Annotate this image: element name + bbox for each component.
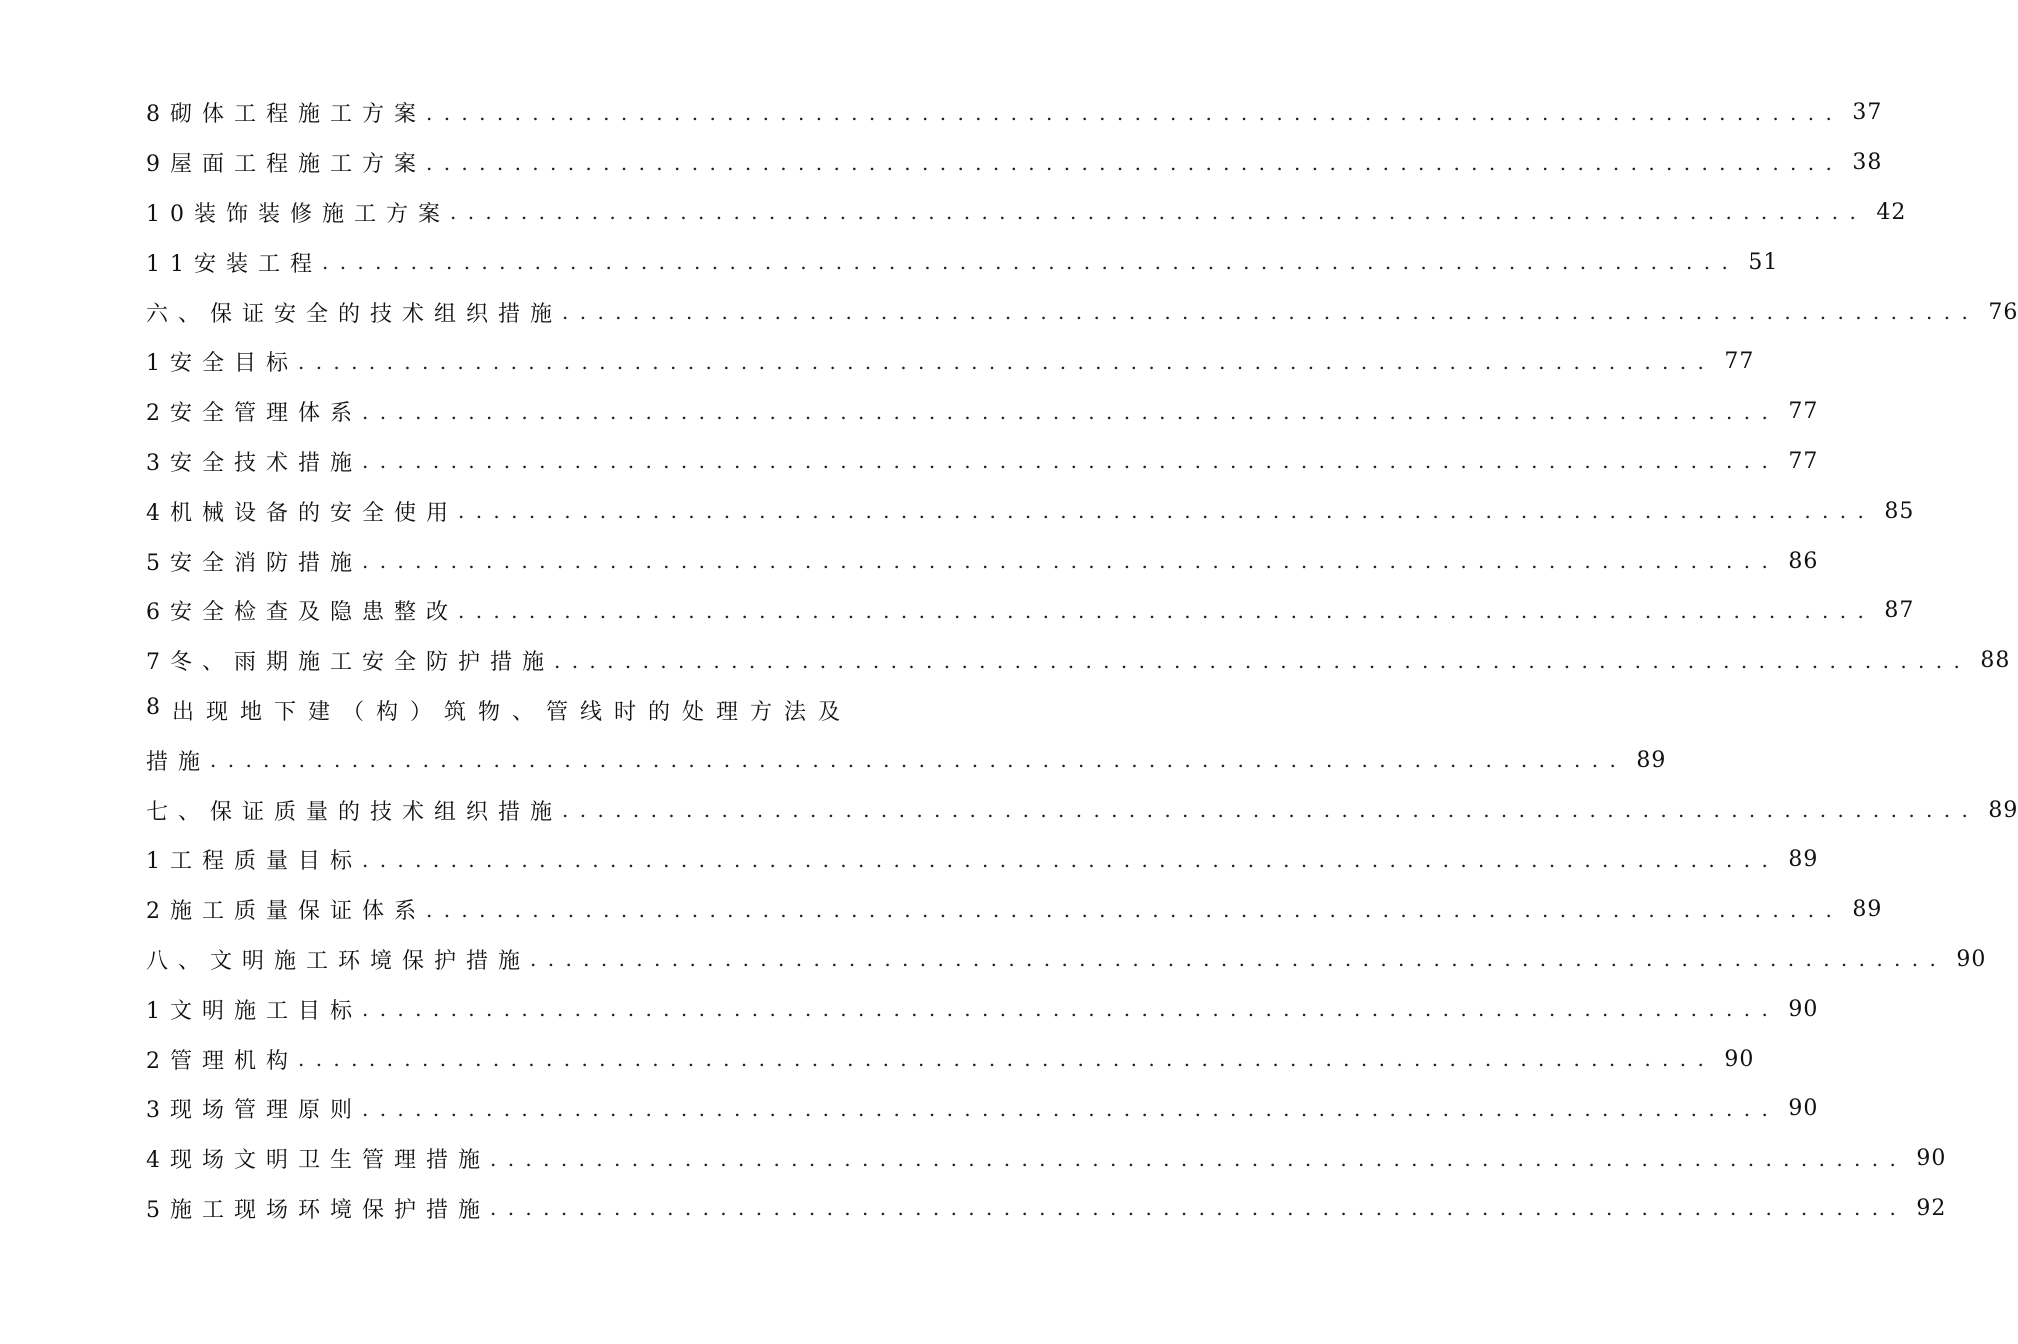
toc-entry — [146, 387, 1819, 437]
toc-entry-title: 7冬、雨期施工安全防护措施 — [146, 650, 554, 676]
toc-entry-title: 1工程质量目标 — [146, 849, 362, 875]
toc-page-number: 89 — [1852, 897, 1883, 923]
toc-leader-dots: . . . . . . . . . . . . . . . . . . . . . . . . . . . . . . . . . . . . . . . . . . . . . . . . . . . . . . . . . . . . . . . . . . . . . . . . . . . . . . . . — [298, 349, 1707, 374]
toc-page-number: 90 — [1788, 1096, 1819, 1122]
toc-page-number: 85 — [1884, 498, 1915, 524]
toc-leader-dots: . . . . . . . . . . . . . . . . . . . . . . . . . . . . . . . . . . . . . . . . . . . . . . . . . . . . . . . . . . . . . . . . . . . . . . . . . . . . . . . . — [426, 897, 1835, 922]
toc-leader-dots: . . . . . . . . . . . . . . . . . . . . . . . . . . . . . . . . . . . . . . . . . . . . . . . . . . . . . . . . . . . . . . . . . . . . . . . . . . . . . . . . — [426, 150, 1835, 175]
toc-entry-title: 11安装工程 — [146, 251, 322, 277]
toc-entry-title: 9屋面工程施工方案 — [146, 152, 426, 178]
toc-leader-dots: . . . . . . . . . . . . . . . . . . . . . . . . . . . . . . . . . . . . . . . . . . . . . . . . . . . . . . . . . . . . . . . . . . . . . . . . . . . . . . . . — [362, 399, 1771, 424]
toc-entry-title: 5安全消防措施 — [146, 550, 362, 576]
table-of-contents — [146, 88, 2018, 1233]
toc-entry-title: 2安全管理体系 — [146, 401, 362, 427]
toc-entry — [146, 686, 840, 736]
toc-leader-dots: . . . . . . . . . . . . . . . . . . . . . . . . . . . . . . . . . . . . . . . . . . . . . . . . . . . . . . . . . . . . . . . . . . . . . . . . . . . . . . . . — [362, 997, 1771, 1022]
toc-entry-title: 5施工现场环境保护措施 — [146, 1197, 490, 1223]
toc-page-number: 90 — [1916, 1146, 1947, 1172]
toc-entry — [146, 536, 1819, 586]
toc-page-number: 89 — [1788, 847, 1819, 873]
toc-entry — [146, 188, 1907, 238]
toc-leader-dots: . . . . . . . . . . . . . . . . . . . . . . . . . . . . . . . . . . . . . . . . . . . . . . . . . . . . . . . . . . . . . . . . . . . . . . . . . . . . . . . . — [530, 947, 1939, 972]
toc-entry-title: 4机械设备的安全使用 — [146, 500, 458, 526]
toc-page-number: 76 — [1988, 299, 2018, 325]
toc-entry — [146, 287, 2018, 337]
toc-entry-title: 措施 — [146, 749, 211, 775]
toc-entry — [146, 138, 1883, 188]
toc-entry — [146, 437, 1819, 487]
toc-entry — [146, 1134, 1947, 1184]
toc-entry — [146, 337, 1755, 387]
toc-leader-dots: . . . . . . . . . . . . . . . . . . . . . . . . . . . . . . . . . . . . . . . . . . . . . . . . . . . . . . . . . . . . . . . . . . . . . . . . . . . . . . . . — [362, 1096, 1771, 1121]
toc-leader-dots: . . . . . . . . . . . . . . . . . . . . . . . . . . . . . . . . . . . . . . . . . . . . . . . . . . . . . . . . . . . . . . . . . . . . . . . . . . . . . . . . — [490, 1196, 1899, 1221]
toc-entry — [146, 88, 1883, 138]
toc-entry — [146, 237, 1779, 287]
toc-leader-dots: . . . . . . . . . . . . . . . . . . . . . . . . . . . . . . . . . . . . . . . . . . . . . . . . . . . . . . . . . . . . . . . . . . . . . . . . . . . . . . . . — [554, 648, 1963, 673]
toc-page-number: 37 — [1852, 100, 1883, 126]
toc-page-number: 51 — [1748, 249, 1779, 275]
toc-entry — [146, 984, 1819, 1034]
toc-entry-title: 3安全技术措施 — [146, 450, 362, 476]
toc-leader-dots: . . . . . . . . . . . . . . . . . . . . . . . . . . . . . . . . . . . . . . . . . . . . . . . . . . . . . . . . . . . . . . . . . . . . . . . . . . . . . . . . — [322, 250, 1731, 275]
toc-page-number: 42 — [1876, 199, 1907, 225]
toc-entry — [146, 935, 1987, 985]
toc-entry — [146, 785, 2018, 835]
toc-page-number: 90 — [1724, 1046, 1755, 1072]
toc-entry — [146, 1184, 1947, 1234]
toc-leader-dots: . . . . . . . . . . . . . . . . . . . . . . . . . . . . . . . . . . . . . . . . . . . . . . . . . . . . . . . . . . . . . . . . . . . . . . . . . . . . . . . . — [562, 798, 1971, 823]
toc-entry — [146, 1034, 1755, 1084]
toc-page-number: 77 — [1788, 399, 1819, 425]
toc-entry — [146, 885, 1883, 935]
toc-page-number: 87 — [1884, 598, 1915, 624]
toc-leader-dots: . . . . . . . . . . . . . . . . . . . . . . . . . . . . . . . . . . . . . . . . . . . . . . . . . . . . . . . . . . . . . . . . . . . . . . . . . . . . . . . . — [458, 499, 1867, 524]
toc-page-number: 38 — [1852, 150, 1883, 176]
toc-leader-dots: . . . . . . . . . . . . . . . . . . . . . . . . . . . . . . . . . . . . . . . . . . . . . . . . . . . . . . . . . . . . . . . . . . . . . . . . . . . . . . . . — [210, 748, 1619, 773]
toc-entry — [146, 735, 1667, 785]
toc-entry-title: 6安全检查及隐患整改 — [146, 600, 458, 626]
toc-entry-title: 4现场文明卫生管理措施 — [146, 1148, 490, 1174]
toc-page-number: 90 — [1788, 996, 1819, 1022]
toc-entry-title: 8砌体工程施工方案 — [146, 102, 426, 128]
toc-leader-dots: . . . . . . . . . . . . . . . . . . . . . . . . . . . . . . . . . . . . . . . . . . . . . . . . . . . . . . . . . . . . . . . . . . . . . . . . . . . . . . . . — [362, 449, 1771, 474]
toc-leader-dots: . . . . . . . . . . . . . . . . . . . . . . . . . . . . . . . . . . . . . . . . . . . . . . . . . . . . . . . . . . . . . . . . . . . . . . . . . . . . . . . . — [490, 1146, 1899, 1171]
toc-page-number: 88 — [1980, 648, 2011, 674]
toc-entry-title: 七、保证质量的技术组织措施 — [146, 799, 563, 825]
toc-page-number: 90 — [1956, 946, 1987, 972]
toc-leader-dots: . . . . . . . . . . . . . . . . . . . . . . . . . . . . . . . . . . . . . . . . . . . . . . . . . . . . . . . . . . . . . . . . . . . . . . . . . . . . . . . . — [362, 549, 1771, 574]
toc-leader-dots: . . . . . . . . . . . . . . . . . . . . . . . . . . . . . . . . . . . . . . . . . . . . . . . . . . . . . . . . . . . . . . . . . . . . . . . . . . . . . . . . — [562, 300, 1971, 325]
toc-entry-title: 2施工质量保证体系 — [146, 899, 426, 925]
toc-page-number: 89 — [1636, 747, 1667, 773]
toc-entry-title: 8 出 现 地 下 建 （ 构 ） 筑 物 、 管 线 时 的 处 理 方 法 及 — [146, 694, 840, 725]
toc-page-number: 89 — [1988, 797, 2018, 823]
toc-page-number: 77 — [1724, 349, 1755, 375]
toc-page-number: 92 — [1916, 1195, 1947, 1221]
toc-entry — [146, 835, 1819, 885]
toc-entry-title: 六、保证安全的技术组织措施 — [146, 301, 563, 327]
toc-entry — [146, 586, 1915, 636]
toc-leader-dots: . . . . . . . . . . . . . . . . . . . . . . . . . . . . . . . . . . . . . . . . . . . . . . . . . . . . . . . . . . . . . . . . . . . . . . . . . . . . . . . . — [426, 100, 1835, 125]
toc-leader-dots: . . . . . . . . . . . . . . . . . . . . . . . . . . . . . . . . . . . . . . . . . . . . . . . . . . . . . . . . . . . . . . . . . . . . . . . . . . . . . . . . — [298, 1047, 1707, 1072]
toc-leader-dots: . . . . . . . . . . . . . . . . . . . . . . . . . . . . . . . . . . . . . . . . . . . . . . . . . . . . . . . . . . . . . . . . . . . . . . . . . . . . . . . . — [458, 598, 1867, 623]
toc-page-number: 77 — [1788, 448, 1819, 474]
toc-entry — [146, 636, 2011, 686]
toc-entry-title: 2管理机构 — [146, 1048, 298, 1074]
toc-entry — [146, 486, 1915, 536]
toc-entry-title: 3现场管理原则 — [146, 1098, 362, 1124]
toc-leader-dots: . . . . . . . . . . . . . . . . . . . . . . . . . . . . . . . . . . . . . . . . . . . . . . . . . . . . . . . . . . . . . . . . . . . . . . . . . . . . . . . . — [450, 200, 1859, 225]
toc-entry — [146, 1084, 1819, 1134]
toc-entry-title: 1安全目标 — [146, 351, 298, 377]
toc-entry-title: 1文明施工目标 — [146, 998, 362, 1024]
toc-entry-title: 八、文明施工环境保护措施 — [146, 948, 531, 974]
toc-page-number: 86 — [1788, 548, 1819, 574]
toc-leader-dots: . . . . . . . . . . . . . . . . . . . . . . . . . . . . . . . . . . . . . . . . . . . . . . . . . . . . . . . . . . . . . . . . . . . . . . . . . . . . . . . . — [362, 847, 1771, 872]
toc-entry-title: 10装饰装修施工方案 — [146, 201, 450, 227]
